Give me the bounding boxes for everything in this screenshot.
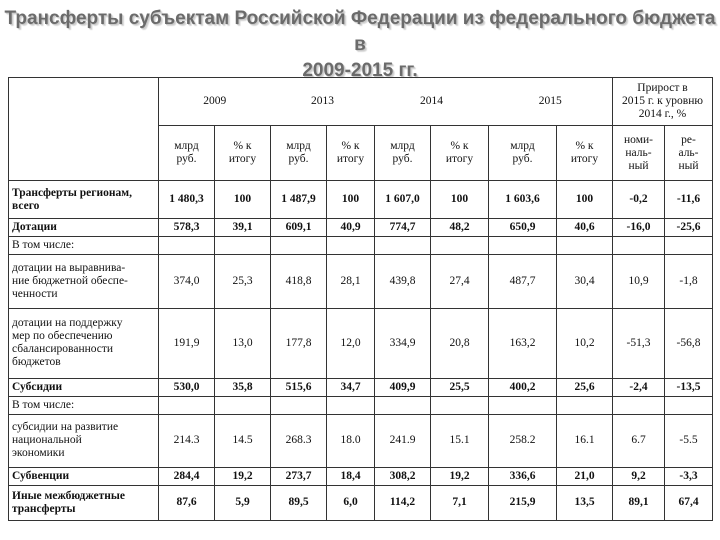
row-label bbox=[9, 308, 159, 378]
table-cell bbox=[489, 237, 557, 255]
table-cell: 7,1 bbox=[431, 485, 489, 520]
header-unit-line: % к bbox=[233, 140, 252, 152]
table-cell bbox=[327, 396, 375, 414]
table-cell: 25,6 bbox=[557, 378, 613, 396]
table-cell: 25,3 bbox=[215, 255, 271, 308]
table-cell: 1 607,0 bbox=[375, 181, 431, 219]
header-unit-line: % к bbox=[450, 140, 469, 152]
table-cell bbox=[613, 396, 665, 414]
table-cell: -2,4 bbox=[613, 378, 665, 396]
table-cell: 177,8 bbox=[271, 308, 327, 378]
header-unit-line: итогу bbox=[570, 153, 599, 165]
table-cell: 215,9 bbox=[489, 485, 557, 520]
table-cell: 191,9 bbox=[159, 308, 215, 378]
header-corner-lower bbox=[9, 126, 159, 181]
table-cell: 650,9 bbox=[489, 219, 557, 237]
row-label-line: Трансферты регионам, bbox=[12, 186, 132, 199]
table-cell: 284,4 bbox=[159, 467, 215, 485]
table-cell bbox=[557, 237, 613, 255]
table-cell: 487,7 bbox=[489, 255, 557, 308]
table-cell bbox=[613, 237, 665, 255]
table-cell: 774,7 bbox=[375, 219, 431, 237]
table-cell: -11,6 bbox=[665, 181, 713, 219]
table-row bbox=[9, 485, 713, 520]
header-growth-line-1: Прирост в bbox=[637, 82, 688, 94]
table-cell: 439,8 bbox=[375, 255, 431, 308]
header-unit-line: итогу bbox=[228, 153, 257, 165]
header-growth-line-3: 2014 г., % bbox=[638, 108, 687, 120]
table-cell: 16.1 bbox=[557, 414, 613, 467]
header-unit-cell bbox=[271, 126, 327, 181]
table-cell: 418,8 bbox=[271, 255, 327, 308]
table-cell: 89,1 bbox=[613, 485, 665, 520]
table-cell: 13,0 bbox=[215, 308, 271, 378]
table-cell bbox=[327, 237, 375, 255]
row-label-line: национальной bbox=[12, 434, 82, 447]
table-cell: 336,6 bbox=[489, 467, 557, 485]
table-cell: 6.7 bbox=[613, 414, 665, 467]
table-cell bbox=[215, 396, 271, 414]
table-cell bbox=[159, 396, 215, 414]
header-unit-cell bbox=[375, 126, 431, 181]
header-year-2015: 2015 bbox=[489, 78, 613, 126]
row-label bbox=[9, 237, 159, 255]
header-unit-cell bbox=[159, 126, 215, 181]
table-cell bbox=[557, 396, 613, 414]
table-cell: 268.3 bbox=[271, 414, 327, 467]
table-row bbox=[9, 219, 713, 237]
table-cell: 34,7 bbox=[327, 378, 375, 396]
table-cell: 12,0 bbox=[327, 308, 375, 378]
row-label-line: сбалансированности bbox=[12, 343, 114, 356]
row-label-line: ние бюджетной обеспе- bbox=[12, 274, 128, 287]
row-label-line: ченности bbox=[12, 287, 58, 300]
table-cell: 67,4 bbox=[665, 485, 713, 520]
row-label-line: В том числе: bbox=[12, 239, 75, 252]
table-row bbox=[9, 396, 713, 414]
header-unit-line: млрд bbox=[510, 140, 535, 152]
table-cell: 19,2 bbox=[431, 467, 489, 485]
table-row bbox=[9, 414, 713, 467]
header-unit-cell bbox=[215, 126, 271, 181]
table-cell bbox=[375, 237, 431, 255]
header-unit-cell bbox=[613, 126, 665, 181]
table-cell: -16,0 bbox=[613, 219, 665, 237]
table-cell: -25,6 bbox=[665, 219, 713, 237]
table-cell: 308,2 bbox=[375, 467, 431, 485]
header-unit-line: итогу bbox=[336, 153, 365, 165]
table-cell bbox=[215, 237, 271, 255]
table-cell: 28,1 bbox=[327, 255, 375, 308]
table-cell: 5,9 bbox=[215, 485, 271, 520]
row-label bbox=[9, 219, 159, 237]
table-cell: 114,2 bbox=[375, 485, 431, 520]
table-cell: 334,9 bbox=[375, 308, 431, 378]
header-unit-line: руб. bbox=[512, 153, 533, 165]
header-unit-line: млрд bbox=[174, 140, 199, 152]
header-unit-line: ный bbox=[628, 159, 649, 172]
table-cell bbox=[271, 237, 327, 255]
header-unit-cell bbox=[431, 126, 489, 181]
table-cell: 241.9 bbox=[375, 414, 431, 467]
row-label bbox=[9, 414, 159, 467]
table-cell bbox=[159, 237, 215, 255]
header-unit-line: % к bbox=[575, 140, 594, 152]
table-cell: 18,4 bbox=[327, 467, 375, 485]
header-unit-line: ный bbox=[678, 159, 699, 172]
row-label-line: Субвенции bbox=[12, 469, 70, 482]
table-cell: 10,2 bbox=[557, 308, 613, 378]
table-cell: -51,3 bbox=[613, 308, 665, 378]
row-label-line: мер по обеспечению bbox=[12, 330, 113, 343]
header-unit-line: итогу bbox=[445, 153, 474, 165]
table-cell: 48,2 bbox=[431, 219, 489, 237]
table-cell: 13,5 bbox=[557, 485, 613, 520]
row-label-line: Субсидии bbox=[12, 380, 63, 393]
table-cell: 374,0 bbox=[159, 255, 215, 308]
table-cell bbox=[375, 396, 431, 414]
table-cell: 35,8 bbox=[215, 378, 271, 396]
table-row bbox=[9, 237, 713, 255]
header-unit-line: ре- bbox=[681, 133, 696, 146]
header-unit-line: номи- bbox=[624, 133, 653, 146]
table-row bbox=[9, 308, 713, 378]
table-cell: 6,0 bbox=[327, 485, 375, 520]
table-cell: 258.2 bbox=[489, 414, 557, 467]
table-cell: 1 487,9 bbox=[271, 181, 327, 219]
table-cell: 10,9 bbox=[613, 255, 665, 308]
row-label bbox=[9, 181, 159, 219]
table-cell: 27,4 bbox=[431, 255, 489, 308]
header-row-units bbox=[9, 126, 713, 181]
table-cell: -1,8 bbox=[665, 255, 713, 308]
row-label-line: дотации на поддержку bbox=[12, 317, 123, 330]
title-line-2: 2009-2015 гг. bbox=[302, 60, 418, 81]
header-year-2009: 2009 bbox=[159, 78, 271, 126]
row-label-line: Иные межбюджетные bbox=[12, 489, 126, 502]
table-cell: 87,6 bbox=[159, 485, 215, 520]
table-cell: 15.1 bbox=[431, 414, 489, 467]
header-growth-line-2: 2015 г. к уровню bbox=[622, 95, 703, 107]
table-cell: -3,3 bbox=[665, 467, 713, 485]
table-row bbox=[9, 378, 713, 396]
table-cell: -13,5 bbox=[665, 378, 713, 396]
table-cell: 163,2 bbox=[489, 308, 557, 378]
row-label bbox=[9, 396, 159, 414]
table-cell: 9,2 bbox=[613, 467, 665, 485]
header-year-2014: 2014 bbox=[375, 78, 489, 126]
table-row bbox=[9, 255, 713, 308]
header-unit-cell bbox=[489, 126, 557, 181]
table-cell bbox=[665, 237, 713, 255]
table-cell: 30,4 bbox=[557, 255, 613, 308]
page-title bbox=[0, 6, 720, 84]
row-label-line: дотации на выравнива- bbox=[12, 261, 126, 274]
header-unit-line: руб. bbox=[176, 153, 197, 165]
table-cell: 25,5 bbox=[431, 378, 489, 396]
transfers-table bbox=[8, 77, 713, 521]
row-label-line: всего bbox=[12, 199, 40, 212]
table-cell: 1 603,6 bbox=[489, 181, 557, 219]
table-cell: 100 bbox=[557, 181, 613, 219]
table-cell: 18.0 bbox=[327, 414, 375, 467]
table-cell: 39,1 bbox=[215, 219, 271, 237]
title-line-1: Трансферты субъектам Российской Федерации из федерального бюджета в bbox=[4, 8, 716, 55]
table-cell: 40,9 bbox=[327, 219, 375, 237]
header-unit-line: руб. bbox=[392, 153, 413, 165]
table-cell: 20,8 bbox=[431, 308, 489, 378]
row-label-line: Дотации bbox=[12, 221, 57, 234]
table-cell: 19,2 bbox=[215, 467, 271, 485]
header-unit-cell bbox=[327, 126, 375, 181]
header-unit-line: млрд bbox=[286, 140, 311, 152]
header-unit-cell bbox=[665, 126, 713, 181]
table-cell: 273,7 bbox=[271, 467, 327, 485]
table-cell: 89,5 bbox=[271, 485, 327, 520]
table-cell: 1 480,3 bbox=[159, 181, 215, 219]
table-cell: 100 bbox=[327, 181, 375, 219]
row-label bbox=[9, 255, 159, 308]
table-row bbox=[9, 467, 713, 485]
table-cell: -5.5 bbox=[665, 414, 713, 467]
row-label-line: экономики bbox=[12, 447, 65, 460]
table-cell bbox=[489, 396, 557, 414]
table-row bbox=[9, 181, 713, 219]
header-growth bbox=[613, 78, 713, 126]
row-label-line: бюджетов bbox=[12, 356, 61, 369]
header-unit-line: руб. bbox=[288, 153, 309, 165]
table-cell bbox=[665, 396, 713, 414]
header-unit-line: % к bbox=[341, 140, 360, 152]
table-cell: 100 bbox=[431, 181, 489, 219]
table-cell: 409,9 bbox=[375, 378, 431, 396]
header-unit-line: наль- bbox=[625, 146, 652, 159]
table-cell: 214.3 bbox=[159, 414, 215, 467]
row-label-line: субсидии на развитие bbox=[12, 421, 119, 434]
table-cell: 530,0 bbox=[159, 378, 215, 396]
row-label bbox=[9, 467, 159, 485]
table-cell bbox=[431, 396, 489, 414]
table-cell: 14.5 bbox=[215, 414, 271, 467]
table-cell: -0,2 bbox=[613, 181, 665, 219]
header-year-2013: 2013 bbox=[271, 78, 375, 126]
table-body bbox=[9, 181, 713, 521]
header-unit-line: млрд bbox=[390, 140, 415, 152]
table-cell: 609,1 bbox=[271, 219, 327, 237]
table-cell bbox=[271, 396, 327, 414]
table-cell: 100 bbox=[215, 181, 271, 219]
row-label bbox=[9, 485, 159, 520]
table-cell: 21,0 bbox=[557, 467, 613, 485]
table-cell: -56,8 bbox=[665, 308, 713, 378]
header-row-years bbox=[9, 78, 713, 126]
table-cell: 400,2 bbox=[489, 378, 557, 396]
header-unit-line: аль- bbox=[678, 146, 699, 159]
table-cell: 40,6 bbox=[557, 219, 613, 237]
row-label bbox=[9, 378, 159, 396]
header-corner bbox=[9, 78, 159, 126]
table-cell: 515,6 bbox=[271, 378, 327, 396]
row-label-line: В том числе: bbox=[12, 398, 75, 411]
row-label-line: трансферты bbox=[12, 502, 76, 515]
table-cell bbox=[431, 237, 489, 255]
header-unit-cell bbox=[557, 126, 613, 181]
table-cell: 578,3 bbox=[159, 219, 215, 237]
